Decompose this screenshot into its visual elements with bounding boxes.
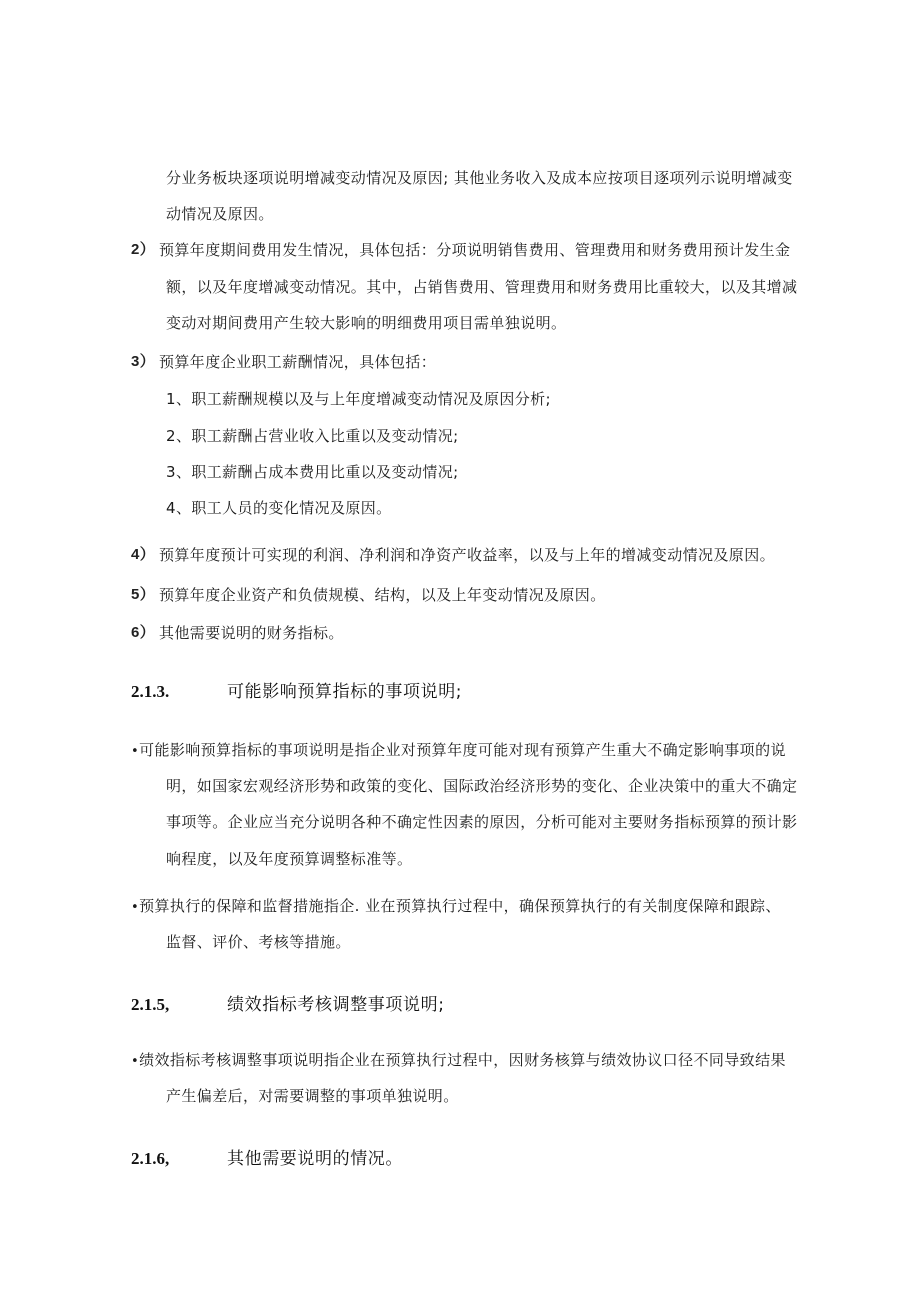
section-2-1-3-p1-text-1: 可能影响预算指标的事项说明是指企业对预算年度可能对现有预算产生重大不确定影响事项的说	[139, 741, 786, 759]
item-3-subitem-1: 1、职工薪酬规模以及与上年度增减变动情况及原因分析;	[166, 390, 551, 408]
bullet-icon: •	[131, 900, 140, 915]
item-3-line-1: 预算年度企业职工薪酬情况，具体包括：	[159, 353, 437, 371]
bullet-icon: •	[131, 744, 140, 759]
intro-line-1: 分业务板块逐项说明增减变动情况及原因; 其他业务收入及成本应按项目逐项列示说明增减变	[166, 169, 793, 187]
section-2-1-5-p1-text-1: 绩效指标考核调整事项说明指企业在预算执行过程中，因财务核算与绩效协议口径不同导致结果	[139, 1051, 786, 1069]
section-2-1-3-p1-line-4: 响程度，以及年度预算调整标准等。	[166, 850, 413, 868]
item-3-subitem-2: 2、职工薪酬占营业收入比重以及变动情况;	[166, 427, 459, 445]
section-2-1-5-title: 绩效指标考核调整事项说明;	[227, 995, 445, 1015]
item-6-line-1: 其他需要说明的财务指标。	[159, 624, 344, 642]
section-2-1-3-p1-line-1	[131, 740, 786, 762]
item-5-line-1: 预算年度企业资产和负债规模、结构，以及上年变动情况及原因。	[159, 586, 606, 604]
item-2-line-2: 额，以及年度增减变动情况。其中，占销售费用、管理费用和财务费用比重较大，以及其增减	[166, 278, 798, 296]
item-4-marker: 4）	[131, 546, 156, 563]
item-3-subitem-4: 4、职工人员的变化情况及原因。	[166, 499, 392, 517]
section-2-1-5-p1-line-2: 产生偏差后，对需要调整的事项单独说明。	[166, 1087, 459, 1105]
item-2-line-3: 变动对期间费用产生较大影响的明细费用项目需单独说明。	[166, 314, 567, 332]
item-2-marker: 2）	[131, 241, 156, 258]
section-2-1-3-p1-line-3: 事项等。企业应当充分说明各种不确定性因素的原因，分析可能对主要财务指标预算的预计影	[166, 813, 798, 831]
item-2-line-1: 预算年度期间费用发生情况，具体包括：分项说明销售费用、管理费用和财务费用预计发生金	[159, 241, 791, 259]
item-5-marker: 5）	[131, 586, 156, 603]
section-2-1-3-p2-line-1	[131, 896, 781, 918]
section-2-1-6-number: 2.1.6,	[131, 1149, 170, 1168]
section-2-1-5-p1-line-1	[131, 1050, 786, 1072]
section-2-1-6-title: 其他需要说明的情况。	[227, 1149, 403, 1169]
intro-line-2: 动情况及原因。	[166, 205, 274, 223]
section-2-1-3-p2-text-1: 预算执行的保障和监督措施指企. 业在预算执行过程中，确保预算执行的有关制度保障和跟踪、	[139, 897, 781, 915]
item-3-subitem-3: 3、职工薪酬占成本费用比重以及变动情况;	[166, 463, 459, 481]
section-2-1-5-number: 2.1.5,	[131, 995, 170, 1014]
item-3-marker: 3）	[131, 353, 156, 370]
section-2-1-3-number: 2.1.3.	[131, 682, 170, 701]
section-2-1-3-p1-line-2: 明，如国家宏观经济形势和政策的变化、国际政治经济形势的变化、企业决策中的重大不确定	[166, 777, 798, 795]
bullet-icon: •	[131, 1054, 140, 1069]
section-2-1-3-p2-line-2: 监督、评价、考核等措施。	[166, 933, 351, 951]
section-2-1-3-title: 可能影响预算指标的事项说明;	[227, 682, 463, 702]
item-4-line-1: 预算年度预计可实现的利润、净利润和净资产收益率，以及与上年的增减变动情况及原因。	[159, 546, 776, 564]
item-6-marker: 6）	[131, 624, 156, 641]
